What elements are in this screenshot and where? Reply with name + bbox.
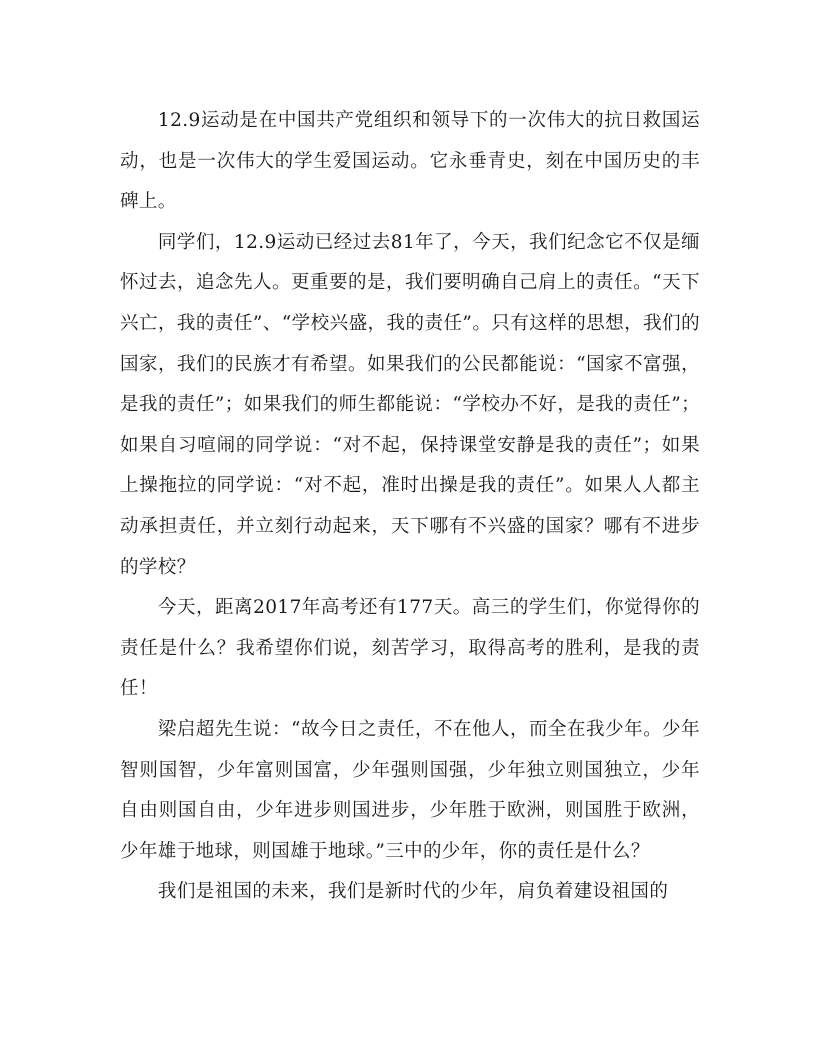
paragraph-4: 梁启超先生说：“故今日之责任，不在他人，而全在我少年。少年智则国智，少年富则国富，少年强则国强，少年独立则国独立，少年自由则国自由，少年进步则国进步，少年胜于欧洲，则国胜于欧洲，少年雄于地球，则国雄于地球。”三中的少年，你的责任是什么？	[120, 718, 700, 862]
paragraph-5: 我们是祖国的未来，我们是新时代的少年，肩负着建设祖国的	[157, 881, 669, 903]
paragraph-3: 今天，距离2017年高考还有177天。高三的学生们，你觉得你的责任是什么？我希望你们说，刻苦学习，取得高考的胜利，是我的责任！	[120, 597, 700, 700]
paragraph-1: 12.9运动是在中国共产党组织和领导下的一次伟大的抗日救国运动，也是一次伟大的学生爱国运动。它永垂青史，刻在中国历史的丰碑上。	[120, 110, 700, 213]
paragraph-2: 同学们，12.9运动已经过去81年了，今天，我们纪念它不仅是缅怀过去，追念先人。更重要的是，我们要明确自己肩上的责任。“天下兴亡，我的责任”、“学校兴盛，我的责任”。只有这样的思想，我们的国家，我们的民族才有希望。如果我们的公民都能说：“国家不富强，是我的责任”；如果我们的师生都能说：“学校办不好，是我的责任”；如果自习喧闹的同学说：“对不起，保持课堂安静是我的责任”；如果上操拖拉的同学说：“对不起，准时出操是我的责任”。如果人人都主动承担责任，并立刻行动起来，天下哪有不兴盛的国家？哪有不进步的学校？	[120, 231, 700, 578]
document-body	[120, 101, 700, 913]
